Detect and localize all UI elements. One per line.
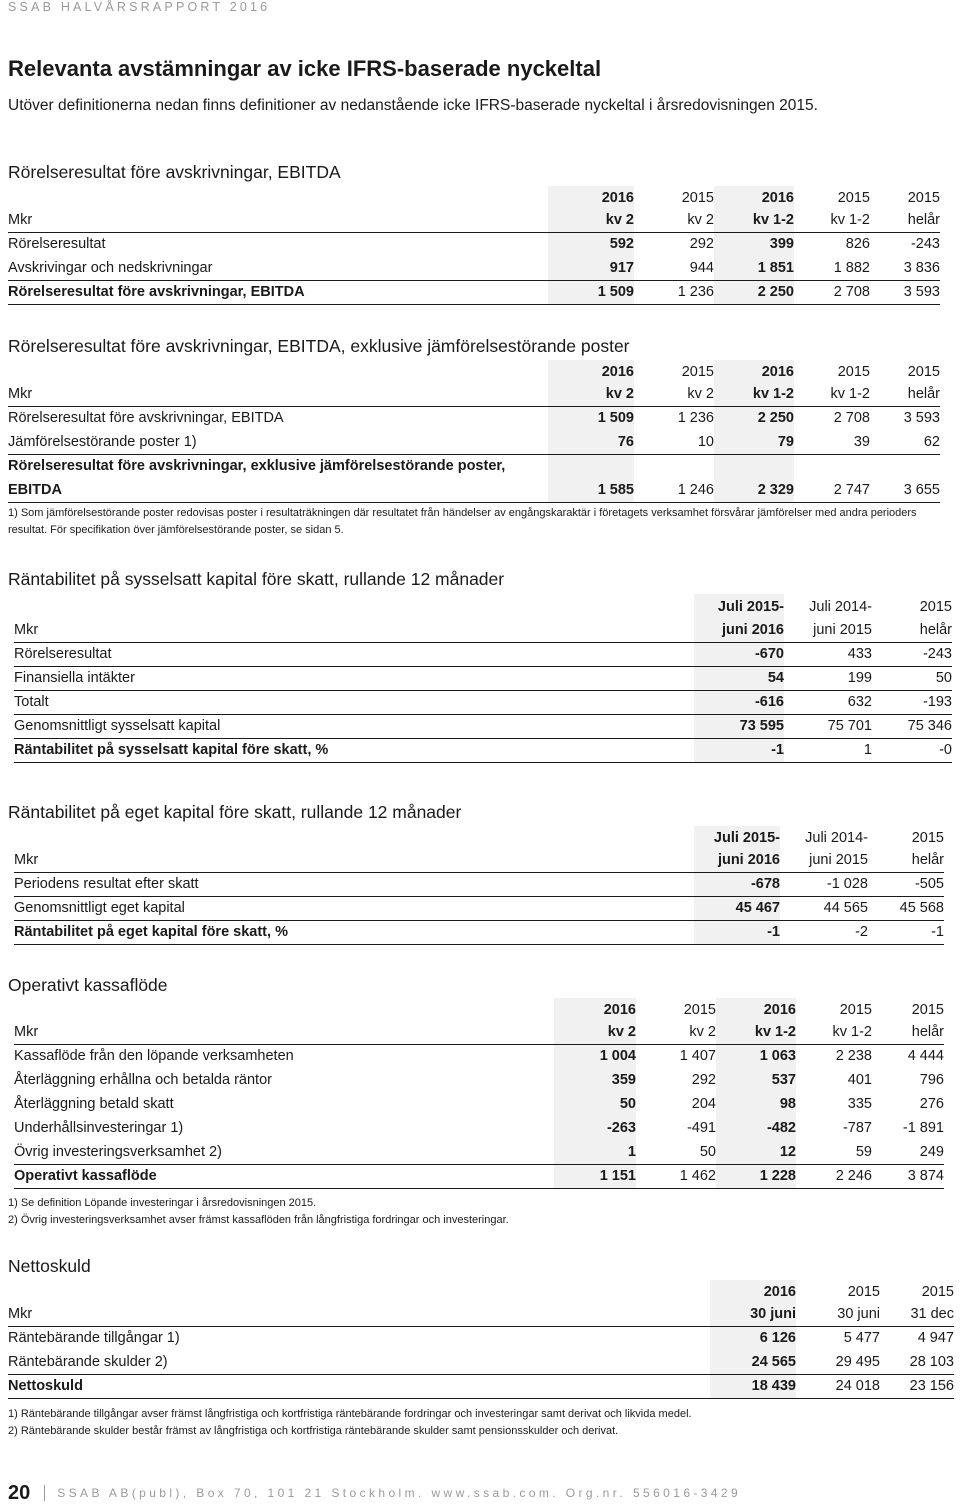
report-header: SSAB HALVÅRSRAPPORT 2016 xyxy=(8,0,271,14)
table-header-row: Mkr kv 2 kv 2 kv 1-2 kv 1-2 helår xyxy=(14,1021,944,1044)
table-total-row: EBITDA 1 585 1 246 2 329 2 747 3 655 xyxy=(8,478,940,502)
table-header-row: Mkr juni 2016 juni 2015 helår xyxy=(14,849,944,872)
footnote: 1) Räntebärande tillgångar avser främst långfristiga och kortfristiga räntebärande fordringar och investeringar samt derivat och likvida medel. xyxy=(8,1408,692,1420)
section-title-roe: Räntabilitet på eget kapital före skatt, rullande 12 månader xyxy=(8,802,462,822)
section-title-ebitda-excl: Rörelseresultat före avskrivningar, EBITDA, exklusive jämförelsestörande poster xyxy=(8,336,630,356)
table-row: Övrig investeringsverksamhet 2) 1 50 12 59 249 xyxy=(14,1140,944,1164)
table-row: Återläggning erhållna och betalda räntor 359 292 537 401 796 xyxy=(14,1068,944,1092)
section-title-ebitda: Rörelseresultat före avskrivningar, EBITDA xyxy=(8,162,341,182)
table-total-row: Nettoskuld 18 439 24 018 23 156 xyxy=(8,1374,954,1398)
col-year: 2016 xyxy=(548,186,634,209)
col-period: kv 2 xyxy=(548,209,634,232)
table-netdebt xyxy=(8,1280,954,1399)
table-total-row: Rörelseresultat före avskrivningar, exklusive jämförelsestörande poster, xyxy=(8,454,940,478)
table-header-row: 2016 2015 2015 xyxy=(8,1280,954,1303)
section-title-roce: Räntabilitet på sysselsatt kapital före skatt, rullande 12 månader xyxy=(8,569,505,589)
section-title-netdebt: Nettoskuld xyxy=(8,1256,91,1276)
table-ebitda-excl xyxy=(8,360,940,503)
col-period: helår xyxy=(870,209,940,232)
footnote: 2) Övrig investeringsverksamhet avser främst kassaflöden från långfristiga fordringar och investeringar. xyxy=(8,1214,509,1226)
table-header-row xyxy=(8,186,940,209)
table-roe xyxy=(14,826,944,945)
table-row: Underhållsinvesteringar 1) -263 -491 -482 -787 -1 891 xyxy=(14,1116,944,1140)
table-header-row: Juli 2015- Juli 2014- 2015 xyxy=(14,826,944,849)
table-total-row: Räntabilitet på eget kapital före skatt, % -1 -2 -1 xyxy=(14,920,944,944)
table-header-row: Mkr kv 2 kv 2 kv 1-2 kv 1-2 helår xyxy=(8,383,940,406)
table-row: Genomsnittligt eget kapital 45 467 44 565 45 568 xyxy=(14,896,944,920)
col-period: kv 1-2 xyxy=(714,209,794,232)
table-row: Kassaflöde från den löpande verksamheten 1 004 1 407 1 063 2 238 4 444 xyxy=(14,1044,944,1068)
footer-divider xyxy=(44,1485,45,1501)
footnote: 2) Räntebärande skulder består främst av långfristiga och kortfristiga räntebärande skulder samt pensionsskulder och derivat. xyxy=(8,1425,619,1437)
table-header-row: Juli 2015- Juli 2014- 2015 xyxy=(14,594,952,619)
intro-text: Utöver definitionerna nedan finns definitioner av nedanstående icke IFRS-baserade nyckeltal i årsredovisningen 2015. xyxy=(8,97,818,114)
page-number: 20 xyxy=(8,1481,31,1504)
footer-address: SSAB AB(publ), Box 70, 101 21 Stockholm. www.ssab.com. Org.nr. 556016-3429 xyxy=(57,1486,742,1500)
table-row: Finansiella intäkter 54 199 50 xyxy=(14,666,952,690)
table-row: Rörelseresultat före avskrivningar, EBITDA 1 509 1 236 2 250 2 708 3 593 xyxy=(8,406,940,430)
page-title: Relevanta avstämningar av icke IFRS-baserade nyckeltal xyxy=(8,56,602,81)
table-total-row: Operativt kassaflöde 1 151 1 462 1 228 2 246 3 874 xyxy=(14,1164,944,1188)
table-total-row: Rörelseresultat före avskrivningar, EBITDA 1 509 1 236 2 250 2 708 3 593 xyxy=(8,280,940,304)
table-row: Räntebärande skulder 2) 24 565 29 495 28 103 xyxy=(8,1350,954,1374)
table-header-row: 2016 2015 2016 2015 2015 xyxy=(14,998,944,1021)
table-ebitda xyxy=(8,186,940,305)
page-footer xyxy=(8,1481,741,1505)
table-row: Rörelseresultat 592 292 399 826 -243 xyxy=(8,232,940,256)
col-year: 2016 xyxy=(714,186,794,209)
col-year: 2015 xyxy=(907,189,940,206)
col-year: 2015 xyxy=(837,189,870,206)
table-total-row: Räntabilitet på sysselsatt kapital före skatt, % -1 1 -0 xyxy=(14,738,952,762)
footnote: 1) Som jämförelsestörande poster redovisas poster i resultaträkningen där resultatet från händelser av engångskaraktär i företagets verksamhet försvårar jämförelser med andra perioders resultat. För specifikation över jämförelsestörande poster, se sidan 5. xyxy=(8,507,917,536)
table-header-row: Mkr juni 2016 juni 2015 helår xyxy=(14,619,952,642)
col-period: kv 1-2 xyxy=(794,209,870,232)
table-header-row xyxy=(8,209,940,232)
table-row: Återläggning betald skatt 50 204 98 335 276 xyxy=(14,1092,944,1116)
table-row: Räntebärande tillgångar 1) 6 126 5 477 4 947 xyxy=(8,1326,954,1350)
table-row: Genomsnittligt sysselsatt kapital 73 595 75 701 75 346 xyxy=(14,714,952,738)
table-cashflow xyxy=(14,998,944,1189)
col-label: Mkr xyxy=(8,209,548,232)
table-row: Periodens resultat efter skatt -678 -1 028 -505 xyxy=(14,872,944,896)
col-period: kv 2 xyxy=(634,209,714,232)
table-row: Avskrivingar och nedskrivningar 917 944 1 851 1 882 3 836 xyxy=(8,256,940,280)
table-header-row: Mkr 30 juni 30 juni 31 dec xyxy=(8,1303,954,1326)
table-row: Jämförelsestörande poster 1) 76 10 79 39 62 xyxy=(8,430,940,454)
section-title-cashflow: Operativt kassaflöde xyxy=(8,975,168,995)
table-row: Rörelseresultat -670 433 -243 xyxy=(14,642,952,666)
footnote: 1) Se definition Löpande investeringar i årsredovisningen 2015. xyxy=(8,1197,317,1209)
table-header-row: 2016 2015 2016 2015 2015 xyxy=(8,360,940,383)
table-row: Totalt -616 632 -193 xyxy=(14,690,952,714)
table-roce xyxy=(14,594,952,763)
col-year: 2015 xyxy=(681,189,714,206)
